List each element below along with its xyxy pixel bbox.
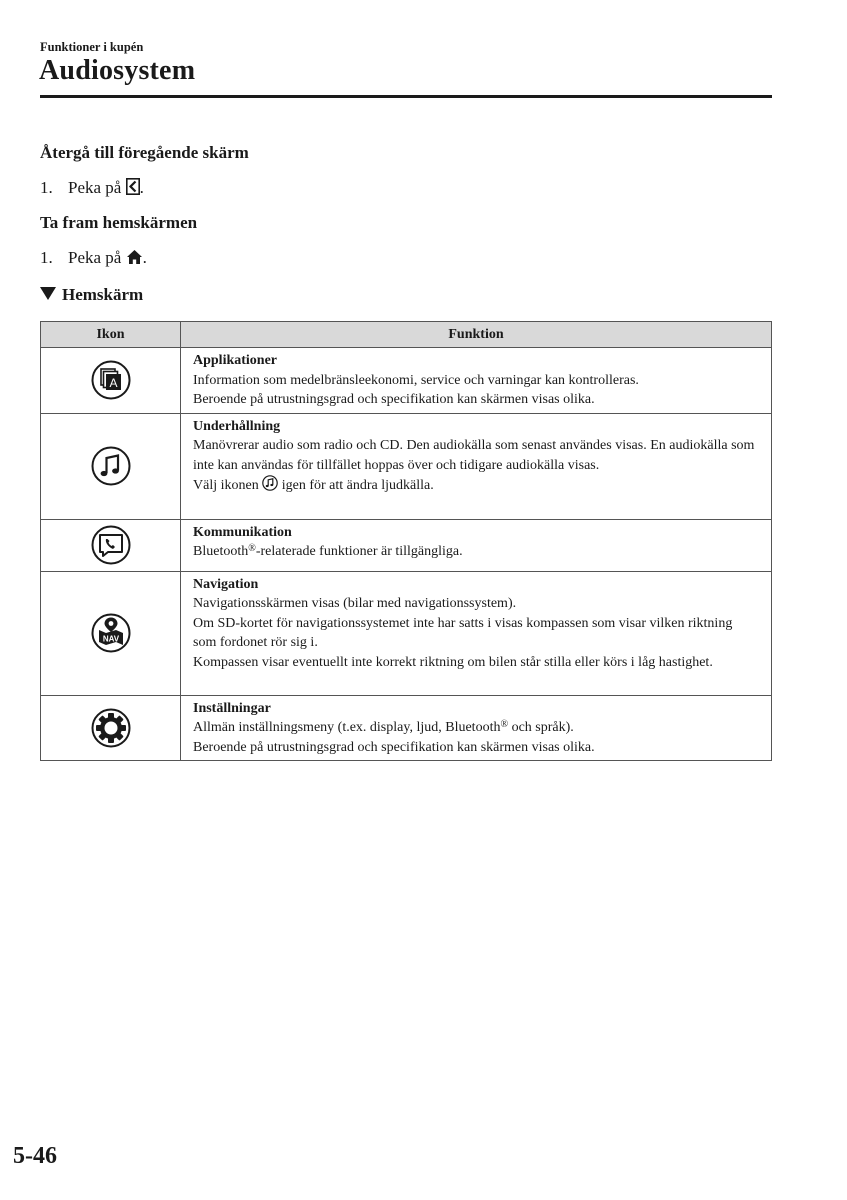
function-title: Inställningar — [193, 700, 271, 716]
home-heading: Ta fram hemskärmen — [40, 213, 198, 232]
step-number: 1. — [40, 248, 53, 267]
music-note-inline-icon — [262, 475, 278, 498]
back-heading: Återgå till föregående skärm — [40, 143, 249, 162]
function-title: Underhållning — [193, 418, 281, 434]
table-row — [41, 571, 772, 695]
note-text: Välj ikonen — [193, 478, 259, 493]
function-cell — [181, 413, 772, 519]
back-icon — [126, 178, 140, 200]
icon-cell — [41, 348, 181, 414]
table-row — [41, 695, 772, 761]
registered-mark: ® — [500, 719, 509, 730]
function-line: Beroende på utrustningsgrad och specifikation kan skärmen visas olika. — [193, 739, 595, 755]
function-cell — [181, 348, 772, 414]
icon-cell — [41, 413, 181, 519]
feature-table — [40, 321, 772, 761]
text-part: Allmän inställningsmeny (t.ex. display, ljud, Bluetooth — [193, 720, 501, 735]
col-header-icon: Ikon — [41, 322, 181, 348]
settings-gear-icon — [91, 708, 131, 748]
note-text: igen för att ändra ljudkälla. — [281, 478, 434, 493]
function-title: Kommunikation — [193, 524, 292, 540]
function-line: Manövrerar audio som radio och CD. Den audiokälla som senast användes visas. En audiokälla som inte kan användas för tillfället hoppas över och tidigare audiokälla visas. — [193, 438, 755, 473]
applications-icon — [91, 360, 131, 400]
home-icon — [126, 249, 143, 270]
function-cell — [181, 519, 772, 571]
step-text: Peka på — [68, 178, 122, 197]
home-step — [40, 248, 147, 270]
function-line: Beroende på utrustningsgrad och specifikation kan skärmen visas olika. — [193, 392, 595, 407]
function-cell — [181, 695, 772, 761]
registered-mark: ® — [248, 543, 256, 554]
title-rule — [40, 95, 772, 98]
text-part: Bluetooth — [193, 544, 249, 559]
music-note-icon — [91, 446, 131, 486]
table-row — [41, 519, 772, 571]
page-number: 5-46 — [13, 1143, 57, 1169]
step-end: . — [139, 178, 144, 197]
icon-cell — [41, 519, 181, 571]
triangle-marker-icon — [40, 287, 56, 300]
back-step — [40, 178, 144, 200]
function-title: Navigation — [193, 576, 259, 592]
homescreen-heading-text: Hemskärm — [62, 285, 144, 304]
function-line — [193, 718, 759, 738]
text-part: -relaterade funktioner är tillgängliga. — [255, 544, 463, 559]
icon-cell — [41, 695, 181, 761]
step-number: 1. — [40, 178, 53, 197]
function-line: Navigationsskärmen visas (bilar med navigationssystem). — [193, 596, 517, 611]
icon-cell — [41, 571, 181, 695]
phone-communication-icon — [91, 525, 131, 565]
step-end: . — [142, 248, 147, 267]
svg-text:A: A — [108, 376, 118, 391]
function-line: Om SD-kortet för navigationssystemet inte har satts i visas kompassen som visar vilken riktning som fordonet rör sig i. — [193, 615, 733, 650]
function-line: Kompassen visar eventuellt inte korrekt riktning om bilen står stilla eller körs i låg hastighet. — [193, 654, 713, 670]
page-title: Audiosystem — [39, 55, 196, 86]
navigation-icon — [91, 613, 131, 653]
section-kicker: Funktioner i kupén — [40, 40, 144, 54]
step-text: Peka på — [68, 248, 122, 267]
col-header-function: Funktion — [181, 322, 772, 348]
function-cell — [181, 571, 772, 695]
function-line: Information som medelbränsleekonomi, service och varningar kan kontrolleras. — [193, 372, 639, 388]
table-row — [41, 348, 772, 414]
text-part: och språk). — [508, 720, 574, 735]
function-line — [193, 542, 759, 562]
function-note — [193, 475, 759, 498]
table-header-row — [41, 322, 772, 348]
table-row — [41, 413, 772, 519]
homescreen-heading — [40, 285, 143, 305]
svg-text:NAV: NAV — [102, 634, 119, 644]
function-title: Applikationer — [193, 353, 278, 368]
